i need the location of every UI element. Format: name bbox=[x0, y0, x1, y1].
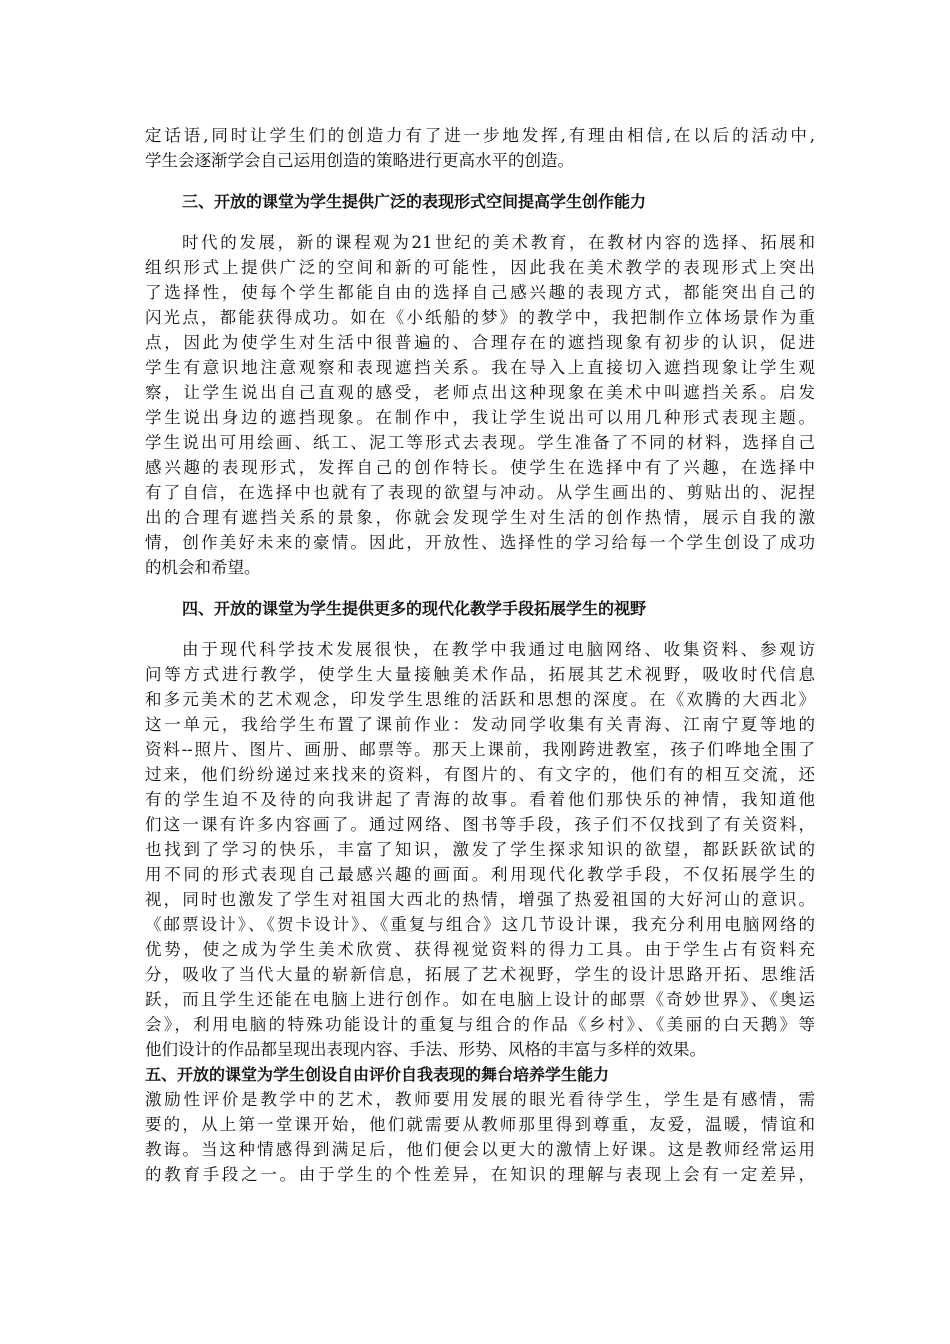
text-line: 分，吸收了当代大量的崭新信息，拓展了艺术视野，学生的设计思路开拓、思维活 bbox=[145, 965, 815, 984]
text-line: 激励性评价是教学中的艺术，教师要用发展的眼光看待学生，学生是有感情，需 bbox=[145, 1090, 815, 1109]
text-line: 用不同的形式表现自己最感兴趣的画面。利用现代化教学手段，不仅拓展学生的 bbox=[145, 865, 815, 884]
section-5-paragraph bbox=[145, 1087, 815, 1187]
text-line: 组织形式上提供广泛的空间和新的可能性，因此我在美术教学的表现形式上突出 bbox=[145, 258, 815, 277]
document-page bbox=[145, 123, 815, 1187]
text-line: 学生会逐渐学会自己运用创造的策略进行更高水平的创造。 bbox=[145, 151, 574, 170]
text-line: 视，同时也激发了学生对祖国大西北的热情，增强了热爱祖国的大好河山的意识。 bbox=[145, 890, 815, 909]
text-line: 教诲。当这种情感得到满足后，他们便会以更大的激情上好课。这是教师经常运用 bbox=[145, 1140, 815, 1159]
text-line: 了选择性，使每个学生都能自由的选择自己感兴趣的表现方式，都能突出自己的 bbox=[145, 283, 815, 302]
section-3-paragraph bbox=[145, 230, 815, 580]
text-line: 学生有意识地注意观察和表现遮挡关系。我在导入上直接切入遮挡现象让学生观 bbox=[145, 358, 815, 377]
section-4-heading: 四、开放的课堂为学生提供更多的现代化教学手段拓展学生的视野 bbox=[182, 599, 647, 618]
text-line: 问等方式进行教学，使学生大量接触美术作品，拓展其艺术视野，吸收时代信息 bbox=[145, 665, 815, 684]
text-line: 和多元美术的艺术观念，印发学生思维的活跃和思想的深度。在《欢腾的大西北》 bbox=[145, 690, 815, 709]
text-line: 学生说出可用绘画、纸工、泥工等形式去表现。学生准备了不同的材料，选择自己 bbox=[145, 433, 815, 452]
text-line: 他们设计的作品都呈现出表现内容、手法、形势、风格的丰富与多样的效果。 bbox=[145, 1040, 706, 1059]
text-line: 点，因此为使学生对生活中很普遍的、合理存在的遮挡现象有初步的认识，促进 bbox=[145, 333, 815, 352]
text-line: 时代的发展，新的课程观为21世纪的美术教育，在教材内容的选择、拓展和 bbox=[182, 233, 815, 252]
text-line: 这一单元，我给学生布置了课前作业：发动同学收集有关青海、江南宁夏等地的 bbox=[145, 715, 815, 734]
text-line: 要的，从上第一堂课开始，他们就需要从教师那里得到尊重，友爱，温暖，情谊和 bbox=[145, 1115, 815, 1134]
text-line: 感兴趣的表现形式，发挥自己的创作特长。使学生在选择中有了兴趣，在选择中 bbox=[145, 458, 815, 477]
text-line: 优势，使之成为学生美术欣赏、获得视觉资料的得力工具。由于学生占有资料充 bbox=[145, 940, 815, 959]
text-line: 过来，他们纷纷递过来找来的资料，有图片的、有文字的，他们有的相互交流，还 bbox=[145, 765, 815, 784]
text-line: 们这一课有许多内容画了。通过网络、图书等手段，孩子们不仅找到了有关资料， bbox=[145, 815, 815, 834]
text-line: 跃，而且学生还能在电脑上进行创作。如在电脑上设计的邮票《奇妙世界》、《奥运 bbox=[145, 990, 815, 1009]
section-5-heading: 五、开放的课堂为学生创设自由评价自我表现的舞台培养学生能力 bbox=[145, 1065, 610, 1084]
section-3-heading: 三、开放的课堂为学生提供广泛的表现形式空间提高学生创作能力 bbox=[182, 192, 647, 211]
text-line: 学生说出身边的遮挡现象。在制作中，我让学生说出可以用几种形式表现主题。 bbox=[145, 408, 815, 427]
text-line: 由于现代科学技术发展很快，在教学中我通过电脑网络、收集资料、参观访 bbox=[182, 640, 815, 659]
text-line: 有的学生迫不及待的向我讲起了青海的故事。看着他们那快乐的神情，我知道他 bbox=[145, 790, 815, 809]
intro-paragraph bbox=[145, 123, 815, 173]
text-line: 情，创作美好未来的豪情。因此，开放性、选择性的学习给每一个学生创设了成功 bbox=[145, 533, 815, 552]
text-line: 的机会和希望。 bbox=[145, 558, 261, 577]
text-line: 资料--照片、图片、画册、邮票等。那天上课前，我刚跨进教室，孩子们哗地全围了 bbox=[145, 740, 815, 759]
text-line: 有了自信，在选择中也就有了表现的欲望与冲动。从学生画出的、剪贴出的、泥捏 bbox=[145, 483, 815, 502]
text-line: 《邮票设计》、《贺卡设计》、《重复与组合》这几节设计课，我充分利用电脑网络的 bbox=[145, 915, 815, 934]
text-line: 闪光点，都能获得成功。如在《小纸船的梦》的教学中，我把制作立体场景作为重 bbox=[145, 308, 815, 327]
section-4-paragraph bbox=[145, 637, 815, 1062]
text-line: 察，让学生说出自己直观的感受，老师点出这种现象在美术中叫遮挡关系。启发 bbox=[145, 383, 815, 402]
text-line: 也找到了学习的快乐，丰富了知识，激发了学生探求知识的欲望，都跃跃欲试的 bbox=[145, 840, 815, 859]
text-line: 的教育手段之一。由于学生的个性差异，在知识的理解与表现上会有一定差异， bbox=[145, 1165, 815, 1184]
text-line: 定话语,同时让学生们的创造力有了进一步地发挥,有理由相信,在以后的活动中, bbox=[145, 126, 815, 145]
text-line: 出的合理有遮挡关系的景象，你就会发现学生对生活的创作热情，展示自我的激 bbox=[145, 508, 815, 527]
text-line: 会》，利用电脑的特殊功能设计的重复与组合的作品《乡村》、《美丽的白天鹅》等 bbox=[145, 1015, 815, 1034]
